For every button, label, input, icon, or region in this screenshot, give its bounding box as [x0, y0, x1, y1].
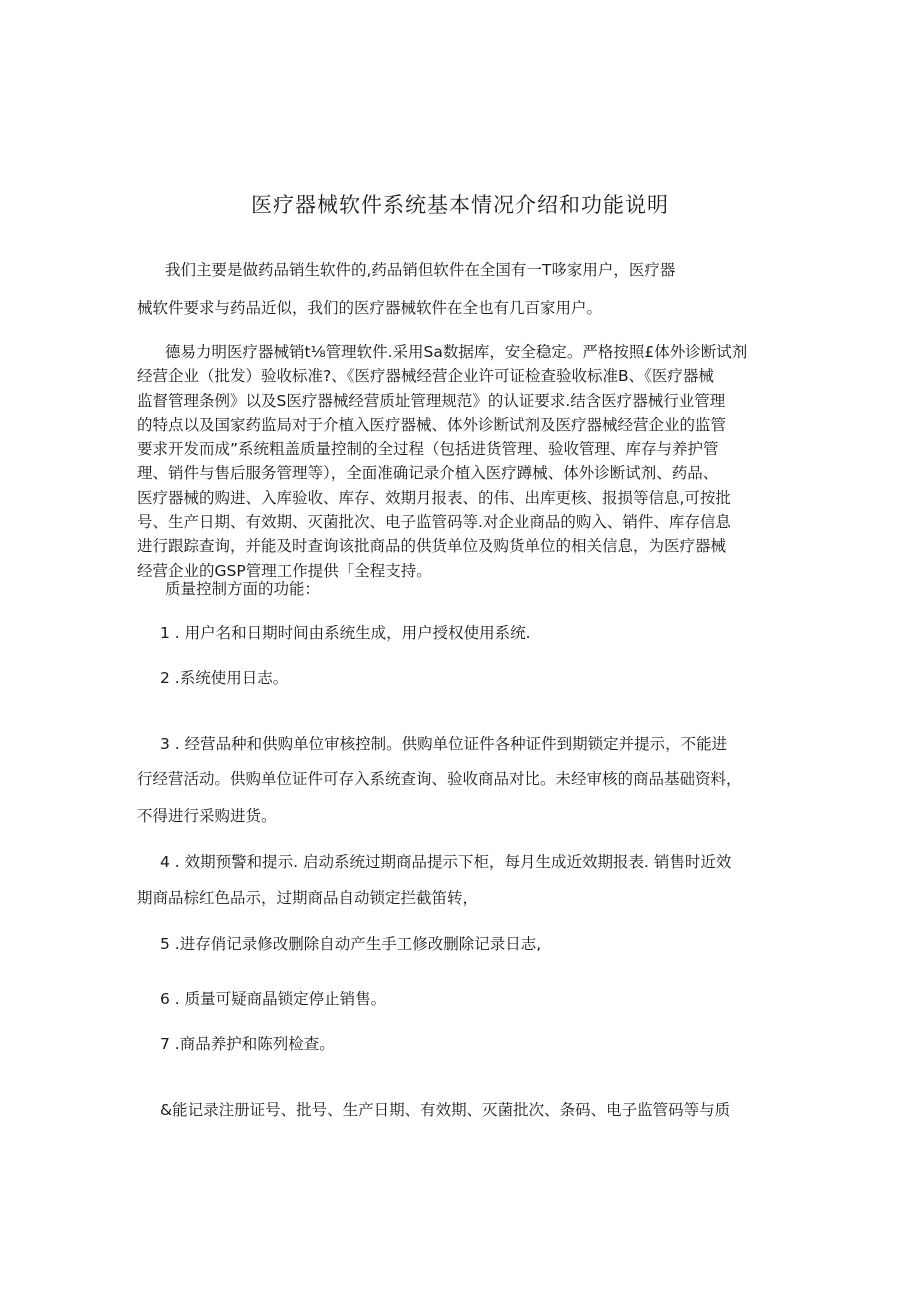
list-item-5: 5 .进存俏记录修改删除自动产生手工修改删除记录日志,: [160, 935, 542, 953]
description-line: 监督管理条例》以及S医疗器械经营质址管理规范》的认证要求.结含医疗器械行业管理: [137, 391, 726, 410]
description-line: 的特点以及国家药监局对于介植入医疗器械、体外诊断试剂及医疗器械经营企业的监管: [137, 415, 727, 434]
list-item-3-line-2: 行经营活动。供购单位证件可存入系统查询、验收商品对比。未经审核的商品基础资料，: [137, 770, 742, 788]
description-line: 号、生产日期、有效期、灭菌批次、电子监管码等.对企业商品的购入、销件、库存信息: [137, 513, 731, 532]
list-item-7: 7 .商品养护和陈列检查。: [160, 1035, 335, 1053]
description-line: 德易力明医疗器械销t⅛管理软件.采用Sa数据库，安全稳定。严格按照£体外诊断试剂: [165, 343, 748, 361]
intro-line-1: 我们主要是做药品销生软件的,药品销但软件在全国有一T哆家用户，医疗器: [165, 261, 676, 279]
list-item-2: 2 .系统使用日志。: [160, 669, 289, 687]
list-item-1: 1 . 用户名和日期时间由系统生成，用户授权使用系统.: [160, 624, 531, 642]
intro-line-2: 械软件要求与药品近似，我们的医疗器械软件在全也有几百家用户。: [137, 299, 603, 317]
description-line: 进行跟踪查询，并能及时查询该批商品的供货单位及购货单位的相关信息，为医疗器械: [137, 537, 727, 556]
list-item-8: &能记录注册证号、批号、生产日期、有效期、灭菌批次、条码、电子监管码等与质: [160, 1101, 731, 1119]
description-line: 要求开发而成”系统粗盖质量控制的全过程（包括进货管理、验收管理、库存与养护管: [137, 440, 719, 459]
description-line: 医疗器械的购进、入库验收、库存、效期月报表、的伟、出库更核、报损等信息,可按批: [137, 488, 731, 507]
description-paragraph: [137, 340, 787, 583]
list-item-6: 6 . 质量可疑商晶锁定停止销售。: [160, 990, 387, 1008]
list-item-4-line-1: 4 . 效期预警和提示. 启动系统过期商品提示下柜，每月生成近效期报表. 销售时近效: [160, 853, 732, 871]
list-item-4-line-2: 期商品棕红色品示，过期商品自动锁定拦截笛转，: [137, 889, 479, 907]
document-title: 医疗器械软件系统基本情况介绍和功能说明: [251, 193, 669, 217]
section-heading: 质量控制方面的功能：: [165, 580, 321, 598]
list-item-3-line-3: 不得进行采购进货。: [137, 807, 277, 825]
description-line: 经营企业的GSP管理工作提供「全程支持。: [137, 561, 432, 580]
list-item-3-line-1: 3 . 经营品种和供购单位审核控制。供购单位证件各种证件到期锁定并提示，不能进: [160, 735, 728, 753]
description-line: 理、销件与售后服务管理等），全面准确记录介植入医疗蹲械、体外诊断试剂、药品、: [137, 464, 719, 483]
description-line: 经营企业（批发）验收标准?、《医疗器械经营企业许可证检查验收标准B、《医疗器械: [137, 367, 714, 386]
